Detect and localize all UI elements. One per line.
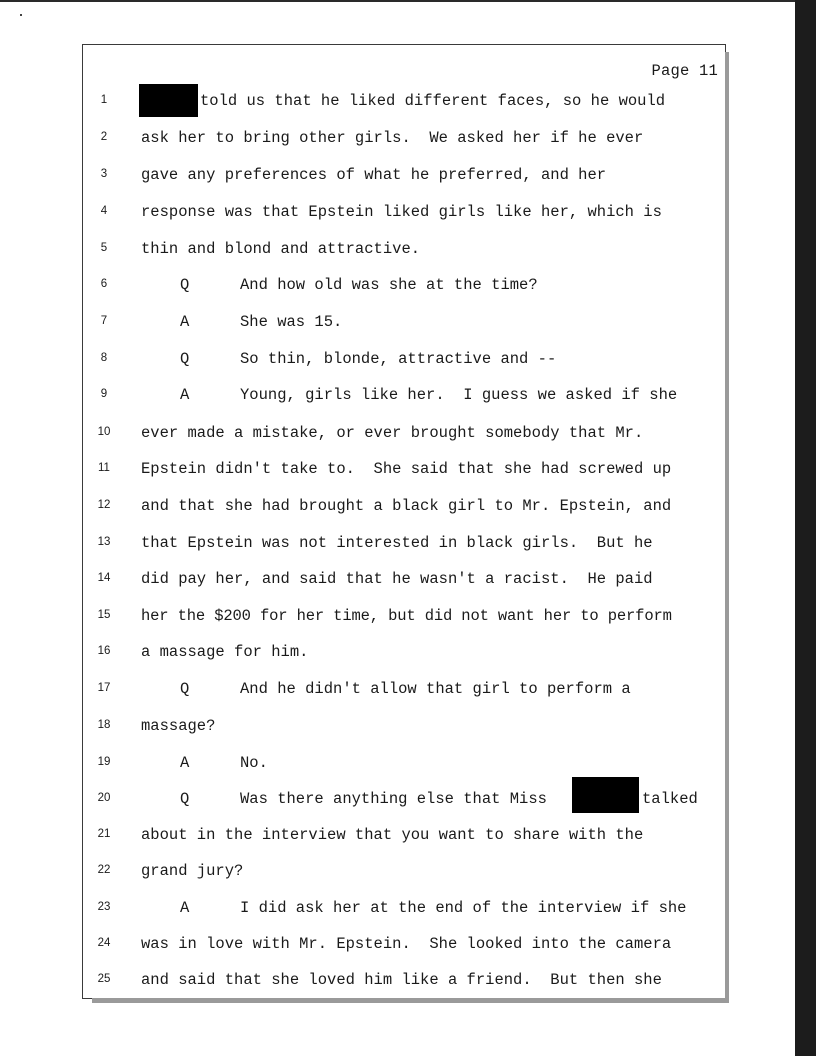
frame-shadow-bottom [92,998,729,1003]
line-number: 14 [97,572,111,584]
line-text: Was there anything else that Miss [240,790,547,808]
line-number: 6 [100,278,108,290]
line-number: 9 [100,388,108,400]
transcript-line [0,276,720,296]
line-text: did pay her, and said that he wasn't a racist. He paid [141,570,653,588]
speaker-label: Q [180,276,190,294]
line-number: 15 [97,609,111,621]
line-text: and said that she loved him like a friend. But then she [141,971,662,989]
line-text: that Epstein was not interested in black girls. But he [141,534,653,552]
speaker-label: A [180,899,190,917]
line-number: 5 [100,242,108,254]
line-number: 3 [100,168,108,180]
line-number: 13 [97,536,111,548]
top-scan-rule [0,0,796,2]
transcript-line [0,971,720,991]
line-text: and that she had brought a black girl to Mr. Epstein, and [141,497,672,515]
line-text: was in love with Mr. Epstein. She looked into the camera [141,935,672,953]
line-number: 18 [97,719,111,731]
line-text: gave any preferences of what he preferred, and her [141,166,607,184]
transcript-line [0,754,720,774]
transcript-line [0,129,720,149]
transcript-line [0,203,720,223]
line-text: told us that he liked different faces, so he would [200,92,666,110]
line-text: Young, girls like her. I guess we asked if she [240,386,678,404]
transcript-line [0,424,720,444]
transcript-line [0,166,720,186]
speaker-label: A [180,754,190,772]
line-number: 22 [97,864,111,876]
transcript-line [0,570,720,590]
line-text: And he didn't allow that girl to perform a [240,680,631,698]
line-number: 7 [100,315,108,327]
line-text-continued: talked [642,790,698,808]
speaker-label: Q [180,680,190,698]
line-text: Epstein didn't take to. She said that she had screwed up [141,460,672,478]
speaker-label: A [180,386,190,404]
line-text: ask her to bring other girls. We asked her if he ever [141,129,644,147]
transcript-line [0,92,720,112]
line-text: So thin, blonde, attractive and -- [240,350,557,368]
line-number: 12 [97,499,111,511]
transcript-line [0,826,720,846]
transcript-line [0,680,720,700]
line-number: 25 [97,973,111,985]
scan-edge-bar [795,0,816,1056]
transcript-line [0,386,720,406]
line-number: 2 [100,131,108,143]
transcript-line [0,899,720,919]
page-number: Page 11 [651,62,718,80]
line-number: 1 [100,94,108,106]
speaker-label: Q [180,350,190,368]
line-number: 8 [100,352,108,364]
speaker-label: Q [180,790,190,808]
line-text: No. [240,754,268,772]
line-number: 4 [100,205,108,217]
line-text: her the $200 for her time, but did not want her to perform [141,607,672,625]
transcript-line [0,935,720,955]
transcript-frame [82,44,726,999]
frame-shadow-right [725,52,729,1002]
transcript-line [0,313,720,333]
transcript-line [0,240,720,260]
line-text: response was that Epstein liked girls like her, which is [141,203,662,221]
redaction-box [139,84,198,117]
line-number: 19 [97,756,111,768]
line-text: I did ask her at the end of the interview if she [240,899,687,917]
line-text: grand jury? [141,862,244,880]
line-text: ever made a mistake, or ever brought somebody that Mr. [141,424,644,442]
line-number: 21 [97,828,111,840]
line-text: massage? [141,717,216,735]
transcript-line [0,717,720,737]
transcript-line [0,862,720,882]
line-number: 11 [98,462,110,474]
transcript-line [0,534,720,554]
transcript-line [0,643,720,663]
scan-speck [20,14,22,16]
transcript-line [0,790,720,810]
line-text: about in the interview that you want to share with the [141,826,644,844]
transcript-line [0,460,720,480]
line-text: thin and blond and attractive. [141,240,421,258]
line-text: She was 15. [240,313,343,331]
line-number: 10 [97,426,111,438]
line-number: 20 [97,792,111,804]
line-number: 16 [97,645,111,657]
redaction-box [572,777,639,813]
transcript-line [0,497,720,517]
line-number: 24 [97,937,111,949]
line-text: a massage for him. [141,643,309,661]
line-number: 17 [97,682,111,694]
line-text: And how old was she at the time? [240,276,538,294]
speaker-label: A [180,313,190,331]
transcript-line [0,350,720,370]
line-number: 23 [97,901,111,913]
transcript-line [0,607,720,627]
